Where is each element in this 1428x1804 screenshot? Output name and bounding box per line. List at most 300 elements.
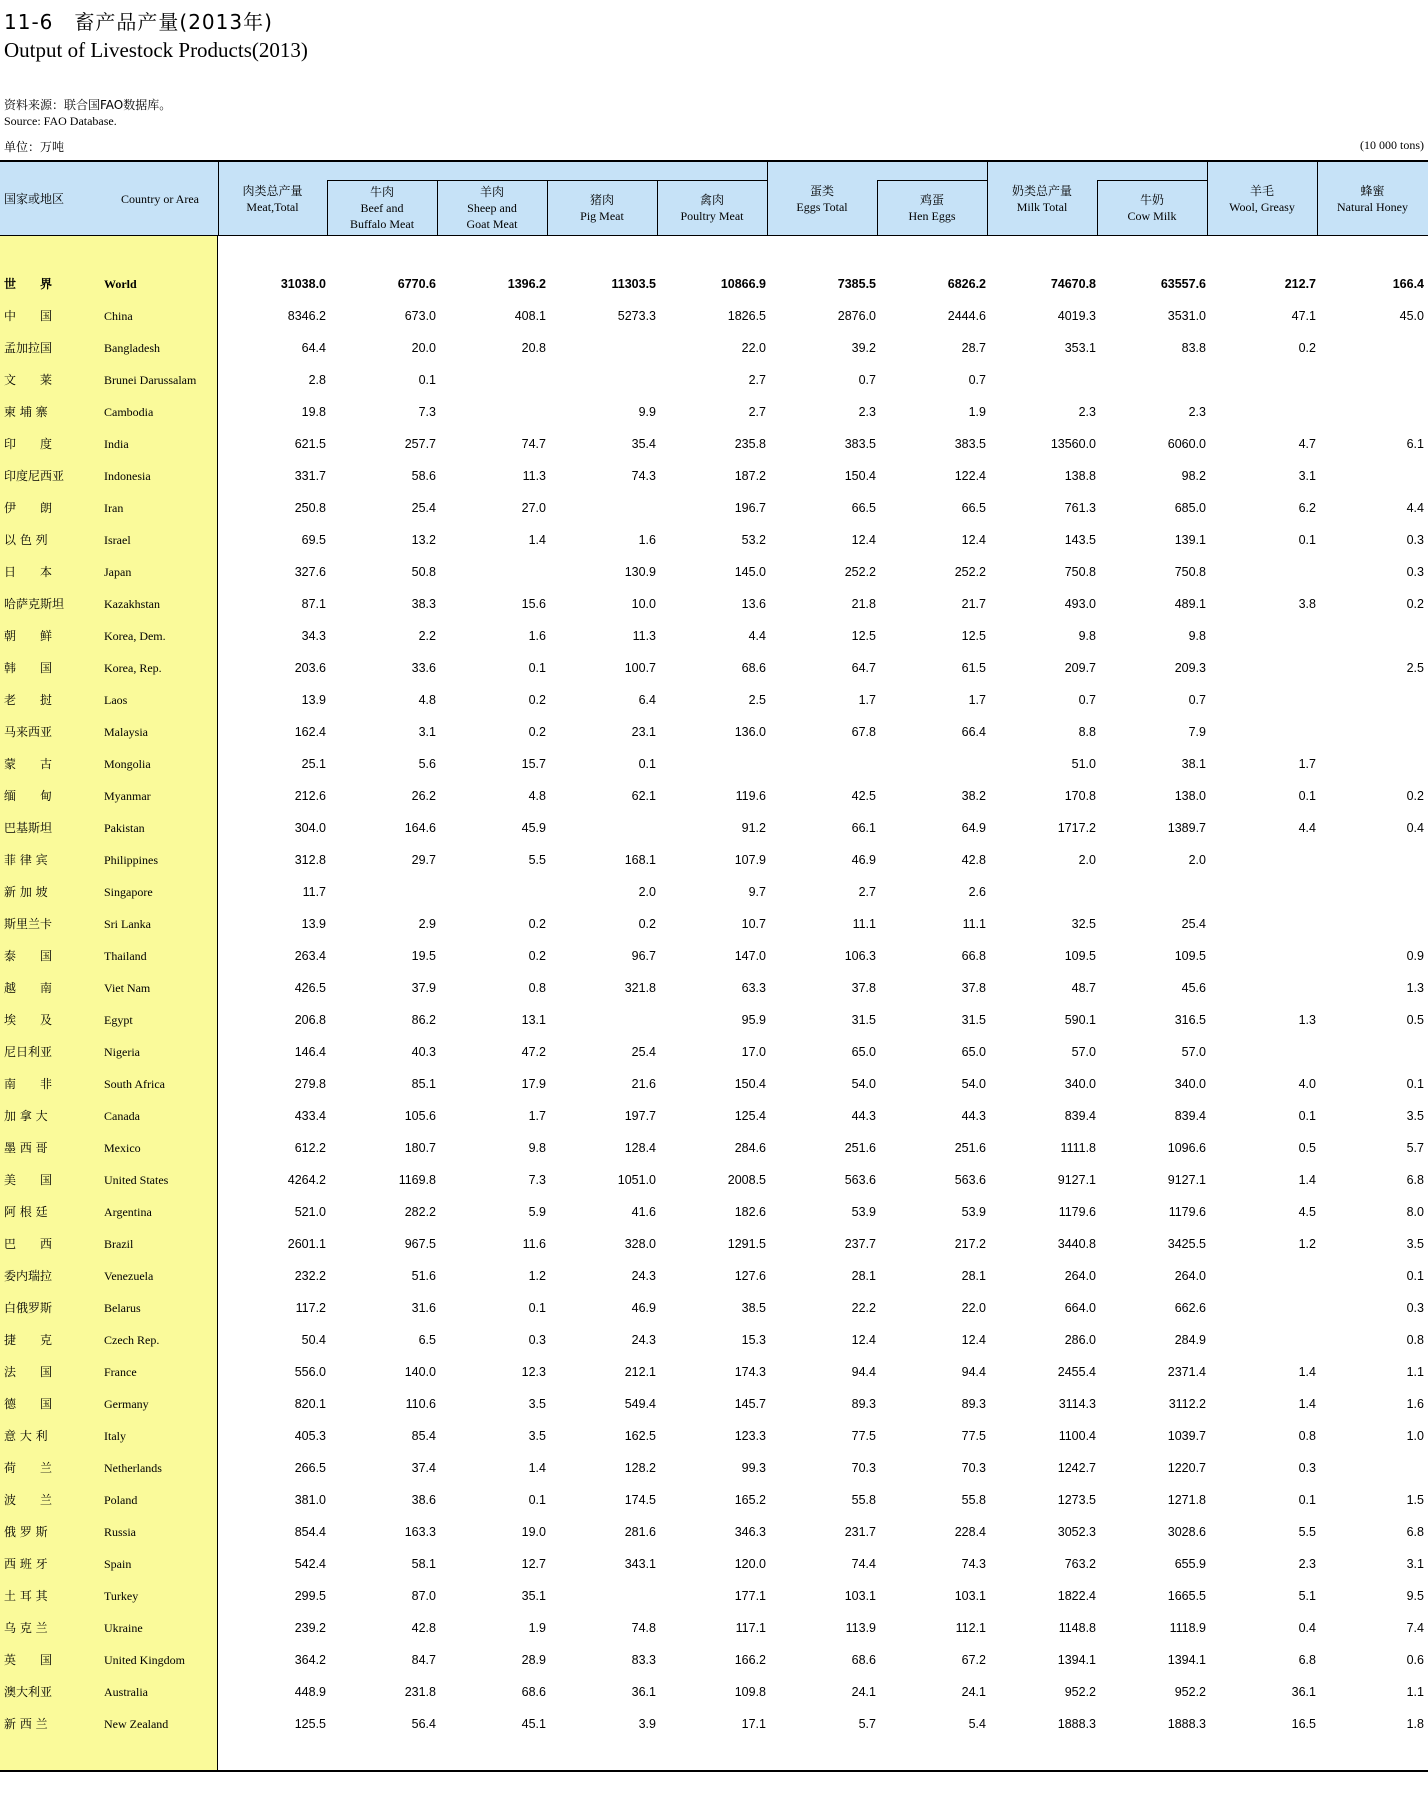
table-row — [0, 1004, 1428, 1036]
cell-pig: 24.3 — [631, 1269, 656, 1283]
cell-honey: 1.6 — [1406, 1397, 1424, 1411]
cell-eggs-total: 94.4 — [851, 1365, 876, 1379]
cell-honey: 0.4 — [1406, 821, 1424, 835]
cell-milk-total: 1394.1 — [1057, 1653, 1096, 1667]
cell-meat-total: 299.5 — [294, 1589, 326, 1603]
cell-hen-eggs: 38.2 — [961, 789, 986, 803]
cell-eggs-total: 22.2 — [851, 1301, 876, 1315]
cell-eggs-total: 54.0 — [851, 1077, 876, 1091]
cell-wool: 47.1 — [1291, 309, 1316, 323]
cell-pig: 62.1 — [631, 789, 656, 803]
country-name-cn: 埃 及 — [4, 1013, 53, 1027]
cell-hen-eggs: 103.1 — [954, 1589, 986, 1603]
country-name-en: Argentina — [104, 1205, 152, 1219]
cell-sheep: 0.2 — [528, 917, 546, 931]
country-name-cn: 澳大利亚 — [4, 1685, 53, 1699]
cell-cow-milk: 1271.8 — [1167, 1493, 1206, 1507]
country-name-en: India — [104, 437, 129, 451]
cell-cow-milk: 489.1 — [1174, 597, 1206, 611]
cell-meat-total: 8346.2 — [287, 309, 326, 323]
cell-beef: 164.6 — [404, 821, 436, 835]
cell-hen-eggs: 54.0 — [961, 1077, 986, 1091]
country-name-en: Czech Rep. — [104, 1333, 160, 1347]
cell-eggs-total: 44.3 — [851, 1109, 876, 1123]
cell-sheep: 0.1 — [528, 1301, 546, 1315]
cell-meat-total: 125.5 — [294, 1717, 326, 1731]
cell-honey: 0.3 — [1406, 565, 1424, 579]
unit-label-en: (10 000 tons) — [1360, 138, 1424, 152]
table-row — [0, 1548, 1428, 1580]
cell-wool: 4.7 — [1298, 437, 1316, 451]
cell-beef: 25.4 — [411, 501, 436, 515]
cell-milk-total: 590.1 — [1064, 1013, 1096, 1027]
cell-eggs-total: 74.4 — [851, 1557, 876, 1571]
header-wool: 羊毛 Wool, Greasy — [1229, 184, 1295, 214]
cell-cow-milk: 9.8 — [1188, 629, 1206, 643]
cell-wool: 1.7 — [1298, 757, 1316, 771]
cell-hen-eggs: 74.3 — [961, 1557, 986, 1571]
cell-beef: 51.6 — [411, 1269, 436, 1283]
cell-eggs-total: 252.2 — [844, 565, 876, 579]
cell-eggs-total: 12.4 — [851, 1333, 876, 1347]
cell-beef: 3.1 — [418, 725, 436, 739]
cell-eggs-total: 65.0 — [851, 1045, 876, 1059]
table-row — [0, 428, 1428, 460]
cell-pig: 1.6 — [638, 533, 656, 547]
cell-beef: 105.6 — [404, 1109, 436, 1123]
cell-cow-milk: 2.3 — [1188, 405, 1206, 419]
cell-honey: 3.5 — [1406, 1109, 1424, 1123]
cell-milk-total: 74670.8 — [1050, 277, 1096, 291]
cell-poultry: 4.4 — [748, 629, 766, 643]
cell-hen-eggs: 28.1 — [961, 1269, 986, 1283]
country-name-en: Laos — [104, 693, 128, 707]
cell-beef: 6.5 — [418, 1333, 436, 1347]
cell-milk-total: 493.0 — [1064, 597, 1096, 611]
cell-sheep: 0.1 — [528, 1493, 546, 1507]
cell-pig: 10.0 — [631, 597, 656, 611]
cell-honey: 6.8 — [1406, 1173, 1424, 1187]
cell-pig: 41.6 — [631, 1205, 656, 1219]
cell-sheep: 3.5 — [528, 1397, 546, 1411]
table-bottom-rule — [0, 1770, 1428, 1772]
cell-cow-milk: 63557.6 — [1160, 277, 1206, 291]
country-name-en: Belarus — [104, 1301, 141, 1315]
cell-wool: 0.8 — [1298, 1429, 1316, 1443]
cell-sheep: 0.2 — [528, 693, 546, 707]
cell-honey: 2.5 — [1406, 661, 1424, 675]
cell-hen-eggs: 77.5 — [961, 1429, 986, 1443]
cell-milk-total: 1717.2 — [1057, 821, 1096, 835]
country-name-cn: 尼日利亚 — [4, 1045, 53, 1059]
table-row — [0, 908, 1428, 940]
cell-milk-total: 340.0 — [1064, 1077, 1096, 1091]
country-name-cn: 西 班 牙 — [4, 1557, 48, 1571]
cell-meat-total: 263.4 — [294, 949, 326, 963]
table-row — [0, 1484, 1428, 1516]
cell-wool: 4.4 — [1298, 821, 1316, 835]
cell-sheep: 15.7 — [521, 757, 546, 771]
cell-eggs-total: 21.8 — [851, 597, 876, 611]
cell-honey: 0.3 — [1406, 1301, 1424, 1315]
table-row — [0, 684, 1428, 716]
cell-poultry: 2008.5 — [727, 1173, 766, 1187]
cell-cow-milk: 685.0 — [1174, 501, 1206, 515]
cell-cow-milk: 138.0 — [1174, 789, 1206, 803]
cell-cow-milk: 45.6 — [1181, 981, 1206, 995]
cell-sheep: 3.5 — [528, 1429, 546, 1443]
cell-honey: 0.2 — [1406, 597, 1424, 611]
table-row — [0, 1452, 1428, 1484]
cell-honey: 1.1 — [1406, 1365, 1424, 1379]
cell-honey: 0.9 — [1406, 949, 1424, 963]
cell-pig: 212.1 — [624, 1365, 656, 1379]
cell-hen-eggs: 61.5 — [961, 661, 986, 675]
cell-beef: 282.2 — [404, 1205, 436, 1219]
cell-poultry: 120.0 — [734, 1557, 766, 1571]
cell-wool: 0.2 — [1298, 341, 1316, 355]
cell-hen-eggs: 0.7 — [968, 373, 986, 387]
cell-meat-total: 312.8 — [294, 853, 326, 867]
cell-honey: 3.5 — [1406, 1237, 1424, 1251]
cell-sheep: 1.4 — [528, 1461, 546, 1475]
cell-hen-eggs: 122.4 — [954, 469, 986, 483]
cell-sheep: 4.8 — [528, 789, 546, 803]
cell-poultry: 2.7 — [748, 405, 766, 419]
cell-poultry: 145.7 — [734, 1397, 766, 1411]
cell-beef: 37.9 — [411, 981, 436, 995]
cell-eggs-total: 55.8 — [851, 1493, 876, 1507]
cell-cow-milk: 1118.9 — [1169, 1621, 1206, 1635]
cell-sheep: 0.3 — [528, 1333, 546, 1347]
cell-hen-eggs: 24.1 — [961, 1685, 986, 1699]
cell-pig: 24.3 — [631, 1333, 656, 1347]
cell-poultry: 119.6 — [735, 789, 766, 803]
cell-meat-total: 433.4 — [294, 1109, 326, 1123]
cell-milk-total: 109.5 — [1064, 949, 1096, 963]
cell-wool: 0.1 — [1298, 1109, 1316, 1123]
cell-beef: 110.6 — [405, 1397, 436, 1411]
country-name-cn: 南 非 — [4, 1077, 53, 1091]
cell-honey: 5.7 — [1406, 1141, 1424, 1155]
cell-sheep: 1.7 — [528, 1109, 546, 1123]
cell-cow-milk: 662.6 — [1174, 1301, 1206, 1315]
cell-milk-total: 1100.4 — [1058, 1429, 1096, 1443]
cell-sheep: 0.1 — [528, 661, 546, 675]
cell-eggs-total: 2876.0 — [837, 309, 876, 323]
cell-pig: 128.4 — [624, 1141, 656, 1155]
table-row — [0, 1612, 1428, 1644]
cell-poultry: 136.0 — [734, 725, 766, 739]
table-row — [0, 460, 1428, 492]
cell-poultry: 166.2 — [734, 1653, 766, 1667]
cell-milk-total: 750.8 — [1064, 565, 1096, 579]
table-row — [0, 300, 1428, 332]
cell-eggs-total: 24.1 — [851, 1685, 876, 1699]
cell-hen-eggs: 66.8 — [961, 949, 986, 963]
cell-poultry: 346.3 — [734, 1525, 766, 1539]
cell-pig: 0.1 — [638, 757, 656, 771]
cell-cow-milk: 98.2 — [1181, 469, 1206, 483]
cell-pig: 36.1 — [631, 1685, 656, 1699]
cell-cow-milk: 3112.2 — [1168, 1397, 1206, 1411]
cell-pig: 328.0 — [624, 1237, 656, 1251]
country-name-en: Malaysia — [104, 725, 148, 739]
cell-eggs-total: 0.7 — [858, 373, 876, 387]
cell-pig: 197.7 — [624, 1109, 656, 1123]
cell-beef: 0.1 — [418, 373, 436, 387]
cell-beef: 967.5 — [404, 1237, 436, 1251]
cell-meat-total: 426.5 — [294, 981, 326, 995]
cell-sheep: 47.2 — [521, 1045, 546, 1059]
cell-meat-total: 203.6 — [294, 661, 326, 675]
table-row — [0, 1100, 1428, 1132]
header-eggs-total: 蛋类 Eggs Total — [796, 184, 848, 214]
cell-poultry: 284.6 — [734, 1141, 766, 1155]
country-name-en: Viet Nam — [104, 981, 151, 995]
cell-honey: 1.0 — [1406, 1429, 1424, 1443]
cell-hen-eggs: 42.8 — [961, 853, 986, 867]
cell-hen-eggs: 12.5 — [961, 629, 986, 643]
cell-poultry: 38.5 — [741, 1301, 766, 1315]
cell-meat-total: 279.8 — [294, 1077, 326, 1091]
table-row — [0, 1324, 1428, 1356]
table-row — [0, 1676, 1428, 1708]
table-row — [0, 1068, 1428, 1100]
table-row — [0, 876, 1428, 908]
cell-cow-milk: 1389.7 — [1167, 821, 1206, 835]
country-name-cn: 意 大 利 — [4, 1429, 48, 1443]
header-pig: 猪肉 Pig Meat — [580, 193, 624, 223]
cell-milk-total: 3114.3 — [1058, 1397, 1096, 1411]
cell-pig: 25.4 — [631, 1045, 656, 1059]
cell-poultry: 235.8 — [734, 437, 766, 451]
cell-hen-eggs: 55.8 — [961, 1493, 986, 1507]
cell-milk-total: 48.7 — [1071, 981, 1096, 995]
country-name-en: Ukraine — [104, 1621, 143, 1635]
country-name-en: Cambodia — [104, 405, 154, 419]
cell-poultry: 17.1 — [741, 1717, 766, 1731]
cell-hen-eggs: 383.5 — [954, 437, 986, 451]
cell-pig: 46.9 — [631, 1301, 656, 1315]
cell-eggs-total: 251.6 — [844, 1141, 876, 1155]
header-honey: 蜂蜜 Natural Honey — [1337, 184, 1408, 214]
cell-wool: 0.5 — [1298, 1141, 1316, 1155]
cell-eggs-total: 89.3 — [851, 1397, 876, 1411]
table-row — [0, 524, 1428, 556]
source-note-cn: 资料来源：联合国FAO数据库。 — [4, 98, 172, 112]
cell-pig: 281.6 — [624, 1525, 656, 1539]
cell-honey: 0.1 — [1406, 1077, 1424, 1091]
header-milk-total: 奶类总产量 Milk Total — [1011, 184, 1072, 214]
cell-eggs-total: 70.3 — [851, 1461, 876, 1475]
cell-meat-total: 87.1 — [301, 597, 326, 611]
cell-poultry: 68.6 — [741, 661, 766, 675]
cell-meat-total: 381.0 — [294, 1493, 326, 1507]
cell-cow-milk: 1096.6 — [1167, 1141, 1206, 1155]
table-row — [0, 1420, 1428, 1452]
cell-cow-milk: 3531.0 — [1167, 309, 1206, 323]
cell-hen-eggs: 66.4 — [961, 725, 986, 739]
cell-pig: 1051.0 — [617, 1173, 656, 1187]
cell-cow-milk: 264.0 — [1174, 1269, 1206, 1283]
cell-hen-eggs: 1.7 — [968, 693, 986, 707]
country-name-cn: 白俄罗斯 — [4, 1301, 53, 1315]
cell-honey: 1.8 — [1406, 1717, 1424, 1731]
cell-eggs-total: 12.4 — [851, 533, 876, 547]
cell-eggs-total: 67.8 — [851, 725, 876, 739]
cell-honey: 166.4 — [1392, 277, 1424, 291]
cell-cow-milk: 57.0 — [1181, 1045, 1206, 1059]
country-name-cn: 世 界 — [4, 277, 53, 291]
cell-sheep: 15.6 — [521, 597, 546, 611]
country-name-en: United Kingdom — [104, 1653, 185, 1667]
cell-beef: 50.8 — [411, 565, 436, 579]
country-name-cn: 朝 鲜 — [4, 629, 53, 643]
cell-meat-total: 2.8 — [308, 373, 326, 387]
cell-pig: 130.9 — [624, 565, 656, 579]
cell-beef: 42.8 — [411, 1621, 436, 1635]
cell-sheep: 11.6 — [522, 1237, 546, 1251]
cell-meat-total: 364.2 — [294, 1653, 326, 1667]
cell-milk-total: 2.3 — [1078, 405, 1096, 419]
cell-hen-eggs: 12.4 — [961, 533, 986, 547]
header-country-en: Country or Area — [121, 192, 199, 206]
cell-eggs-total: 103.1 — [844, 1589, 876, 1603]
cell-beef: 29.7 — [411, 853, 436, 867]
cell-milk-total: 51.0 — [1071, 757, 1096, 771]
table-row — [0, 396, 1428, 428]
cell-milk-total: 57.0 — [1071, 1045, 1096, 1059]
cell-hen-eggs: 112.1 — [955, 1621, 986, 1635]
table-row — [0, 972, 1428, 1004]
cell-sheep: 408.1 — [514, 309, 546, 323]
cell-pig: 343.1 — [624, 1557, 656, 1571]
cell-beef: 87.0 — [411, 1589, 436, 1603]
cell-milk-total: 209.7 — [1064, 661, 1096, 675]
cell-hen-eggs: 53.9 — [961, 1205, 986, 1219]
cell-milk-total: 1111.8 — [1060, 1141, 1096, 1155]
cell-eggs-total: 28.1 — [851, 1269, 876, 1283]
cell-poultry: 10.7 — [741, 917, 766, 931]
country-name-en: Spain — [104, 1557, 132, 1571]
cell-poultry: 95.9 — [741, 1013, 766, 1027]
cell-honey: 6.8 — [1406, 1525, 1424, 1539]
country-name-en: Canada — [104, 1109, 140, 1123]
cell-wool: 4.0 — [1298, 1077, 1316, 1091]
cell-meat-total: 34.3 — [301, 629, 326, 643]
cell-sheep: 27.0 — [521, 501, 546, 515]
cell-meat-total: 162.4 — [294, 725, 326, 739]
header-beef: 牛肉 Beef and Buffalo Meat — [349, 185, 415, 231]
cell-pig: 549.4 — [624, 1397, 656, 1411]
cell-poultry: 22.0 — [741, 341, 766, 355]
cell-meat-total: 64.4 — [301, 341, 326, 355]
cell-cow-milk: 1179.6 — [1168, 1205, 1206, 1219]
cell-cow-milk: 1888.3 — [1167, 1717, 1206, 1731]
cell-cow-milk: 2.0 — [1188, 853, 1206, 867]
cell-beef: 140.0 — [404, 1365, 436, 1379]
cell-beef: 31.6 — [411, 1301, 436, 1315]
cell-milk-total: 952.2 — [1064, 1685, 1096, 1699]
cell-poultry: 107.9 — [734, 853, 766, 867]
table-row — [0, 812, 1428, 844]
country-name-cn: 印 度 — [4, 437, 53, 451]
cell-sheep: 1.4 — [528, 533, 546, 547]
cell-poultry: 2.5 — [748, 693, 766, 707]
table-row — [0, 1356, 1428, 1388]
country-name-en: Sri Lanka — [104, 917, 151, 931]
cell-poultry: 125.4 — [734, 1109, 766, 1123]
cell-beef: 38.6 — [411, 1493, 436, 1507]
cell-poultry: 1291.5 — [727, 1237, 766, 1251]
cell-wool: 0.4 — [1298, 1621, 1316, 1635]
cell-meat-total: 405.3 — [294, 1429, 326, 1443]
country-name-en: Germany — [104, 1397, 149, 1411]
source-note-en: Source: FAO Database. — [4, 114, 117, 128]
cell-meat-total: 117.2 — [295, 1301, 326, 1315]
table-row — [0, 1036, 1428, 1068]
page-title-cn: 11-6 畜产品产量(2013年) — [4, 10, 273, 34]
cell-meat-total: 13.9 — [301, 693, 326, 707]
cell-poultry: 127.6 — [734, 1269, 766, 1283]
cell-eggs-total: 383.5 — [844, 437, 876, 451]
cell-pig: 6.4 — [638, 693, 656, 707]
cell-beef: 180.7 — [404, 1141, 436, 1155]
cell-beef: 19.5 — [411, 949, 436, 963]
cell-wool: 0.3 — [1298, 1461, 1316, 1475]
table-row — [0, 332, 1428, 364]
table-row — [0, 1708, 1428, 1740]
cell-milk-total: 138.8 — [1064, 469, 1096, 483]
cell-poultry: 10866.9 — [720, 277, 766, 291]
cell-pig: 162.5 — [624, 1429, 656, 1443]
cell-eggs-total: 1.7 — [858, 693, 876, 707]
cell-hen-eggs: 70.3 — [961, 1461, 986, 1475]
cell-beef: 56.4 — [411, 1717, 436, 1731]
cell-beef: 163.3 — [404, 1525, 436, 1539]
cell-sheep: 45.1 — [521, 1717, 546, 1731]
cell-sheep: 20.8 — [521, 341, 546, 355]
cell-cow-milk: 6060.0 — [1167, 437, 1206, 451]
country-name-cn: 新 加 坡 — [4, 885, 48, 899]
country-name-en: Iran — [104, 501, 124, 515]
cell-milk-total: 839.4 — [1064, 1109, 1096, 1123]
cell-poultry: 196.7 — [734, 501, 766, 515]
cell-milk-total: 3052.3 — [1057, 1525, 1096, 1539]
cell-pig: 21.6 — [631, 1077, 656, 1091]
cell-eggs-total: 231.7 — [844, 1525, 876, 1539]
country-name-cn: 荷 兰 — [4, 1461, 53, 1475]
cell-hen-eggs: 21.7 — [961, 597, 986, 611]
cell-hen-eggs: 251.6 — [954, 1141, 986, 1155]
country-name-en: Mongolia — [104, 757, 151, 771]
cell-milk-total: 9.8 — [1078, 629, 1096, 643]
cell-poultry: 117.1 — [735, 1621, 766, 1635]
cell-wool: 1.3 — [1298, 1013, 1316, 1027]
country-name-en: Mexico — [104, 1141, 141, 1155]
cell-poultry: 1826.5 — [727, 309, 766, 323]
cell-honey: 4.4 — [1406, 501, 1424, 515]
table-header — [0, 160, 1428, 236]
cell-milk-total: 143.5 — [1064, 533, 1096, 547]
country-name-en: Venezuela — [104, 1269, 154, 1283]
country-name-cn: 菲 律 宾 — [4, 853, 48, 867]
table-body — [0, 268, 1428, 1740]
table-row — [0, 652, 1428, 684]
cell-beef: 4.8 — [418, 693, 436, 707]
cell-eggs-total: 12.5 — [851, 629, 876, 643]
